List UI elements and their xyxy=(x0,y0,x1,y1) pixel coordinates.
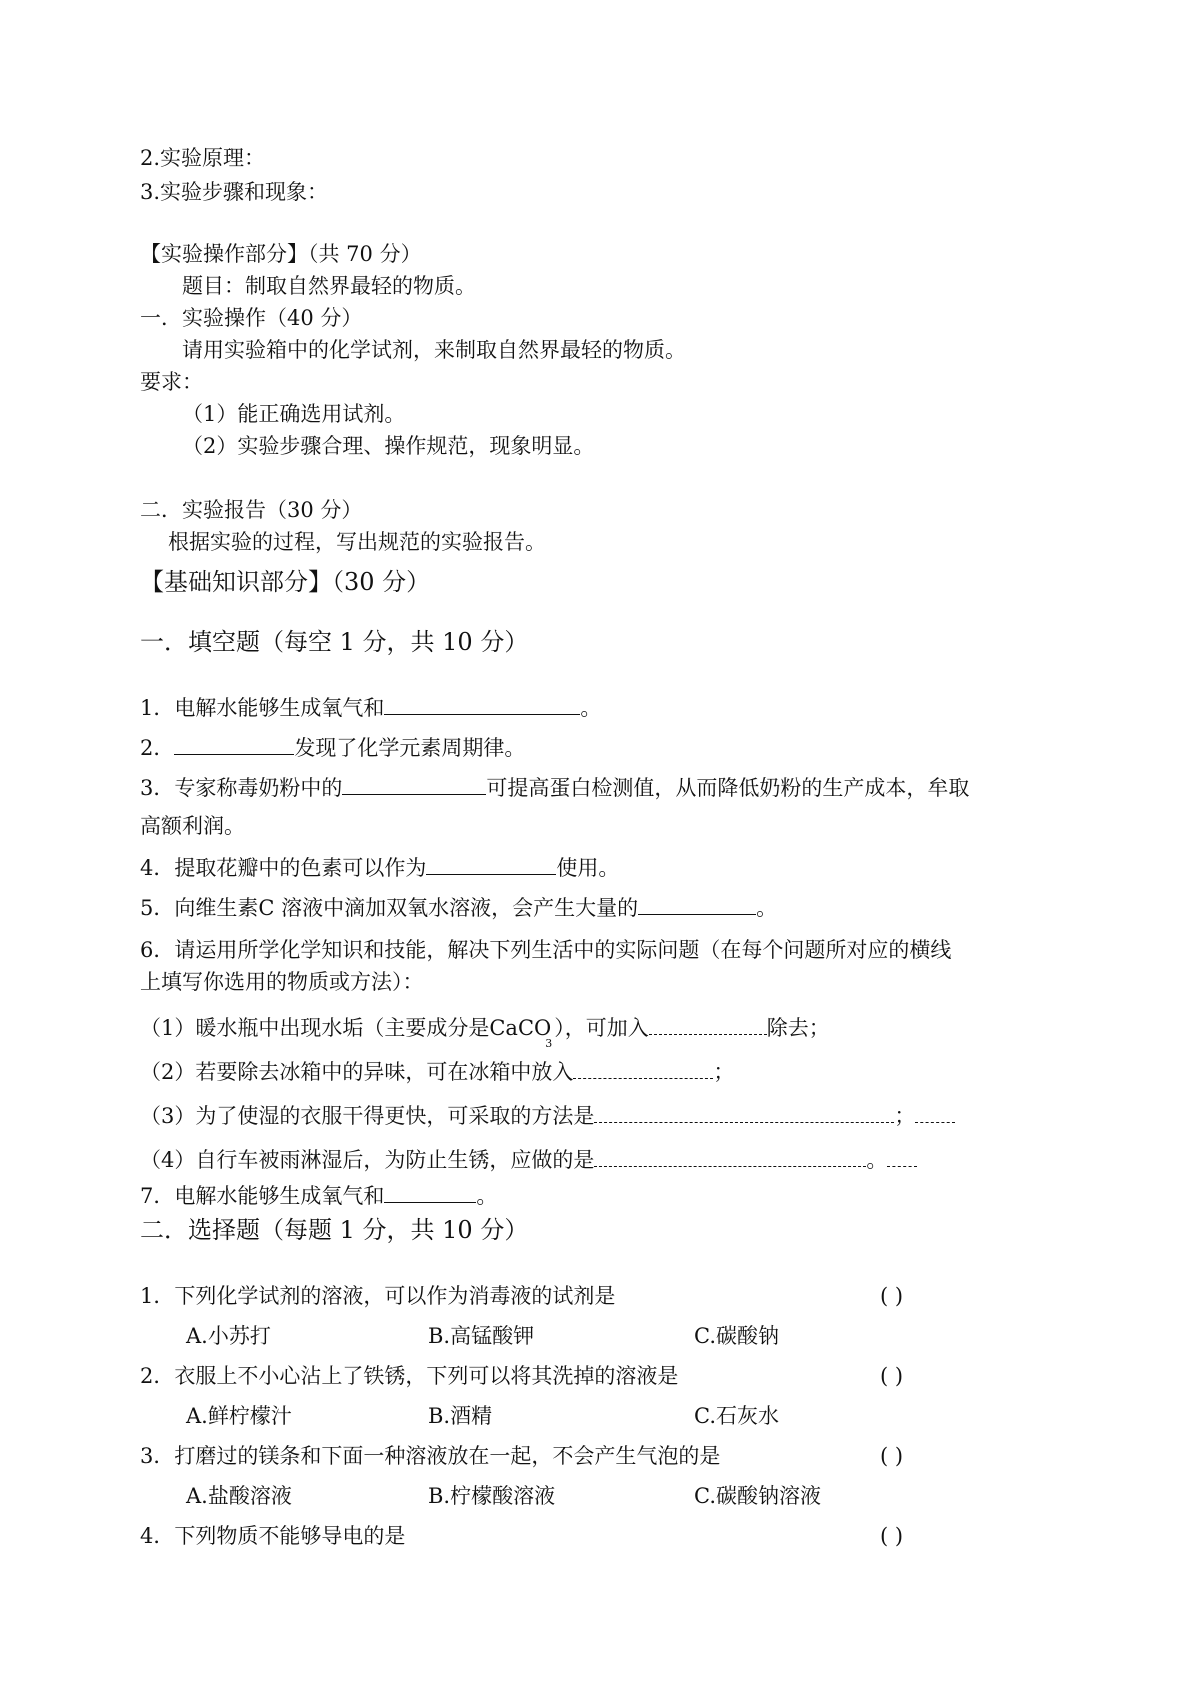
requirement-1: （1）能正确选用试剂。 xyxy=(182,402,406,426)
question-text: 3．专家称毒奶粉中的 xyxy=(140,776,343,800)
answer-blank[interactable] xyxy=(384,1180,476,1203)
answer-blank[interactable] xyxy=(174,732,294,755)
answer-blank[interactable] xyxy=(384,692,580,715)
fill-question-2 xyxy=(140,732,525,762)
fill-question-7 xyxy=(140,1180,497,1210)
fill-question-3 xyxy=(140,772,969,802)
choice-3-option-b[interactable]: B.柠檬酸溶液 xyxy=(428,1484,556,1508)
operation-topic: 题目：制取自然界最轻的物质。 xyxy=(182,274,476,298)
question-number: 2． xyxy=(140,736,175,760)
choice-3-option-c[interactable]: C.碳酸钠溶液 xyxy=(694,1484,821,1508)
answer-blank[interactable] xyxy=(342,772,486,795)
fill-question-6-line1: 6．请运用所学化学知识和技能，解决下列生活中的实际问题（在每个问题所对应的横线 xyxy=(140,938,952,962)
answer-blank[interactable] xyxy=(426,852,556,875)
answer-blank[interactable] xyxy=(649,1012,767,1035)
answer-blank[interactable] xyxy=(594,1100,894,1123)
choice-question-4: 4．下列物质不能够导电的是 xyxy=(140,1524,406,1548)
question-text-tail: 使用。 xyxy=(556,856,620,880)
answer-parentheses[interactable]: ( ) xyxy=(880,1284,904,1308)
choice-2-option-a[interactable]: A.鲜柠檬汁 xyxy=(186,1404,292,1428)
choice-1-option-a[interactable]: A.小苏打 xyxy=(186,1324,271,1348)
fill-question-6-3 xyxy=(140,1100,955,1130)
punctuation: ； xyxy=(713,1060,735,1084)
fill-question-1 xyxy=(140,692,601,722)
answer-blank-tail xyxy=(887,1144,917,1167)
question-text-tail: 除去； xyxy=(766,1016,830,1040)
answer-blank[interactable] xyxy=(638,892,756,915)
choice-question-2: 2．衣服上不小心沾上了铁锈，下列可以将其洗掉的溶液是 xyxy=(140,1364,679,1388)
part2-description: 根据实验的过程，写出规范的实验报告。 xyxy=(168,530,546,554)
question-text: 发现了化学元素周期律。 xyxy=(294,736,526,760)
fill-question-6-line2: 上填写你选用的物质或方法）： xyxy=(140,970,424,994)
answer-parentheses[interactable]: ( ) xyxy=(880,1524,904,1548)
principle-heading: 2.实验原理： xyxy=(140,146,266,170)
choice-2-option-c[interactable]: C.石灰水 xyxy=(694,1404,779,1428)
question-text: （3）为了使湿的衣服干得更快，可采取的方法是 xyxy=(140,1104,595,1128)
question-text: （1）暖水瓶中出现水垢（主要成分是CaCO xyxy=(140,1016,552,1040)
basics-section-title: 【基础知识部分】（30 分） xyxy=(140,568,431,596)
operation-section-title: 【实验操作部分】（共 70 分） xyxy=(140,242,422,266)
punctuation: 。 xyxy=(476,1184,498,1208)
question-text: 1．电解水能够生成氧气和 xyxy=(140,696,385,720)
punctuation: ； xyxy=(894,1104,916,1128)
fill-question-6-4 xyxy=(140,1144,917,1174)
question-text: （4）自行车被雨淋湿后，为防止生锈，应做的是 xyxy=(140,1148,595,1172)
choice-section-title: 二．选择题（每题 1 分，共 10 分） xyxy=(140,1216,529,1244)
question-text: 5．向维生素C 溶液中滴加双氧水溶液，会产生大量的 xyxy=(140,896,639,920)
fill-question-5 xyxy=(140,892,777,922)
steps-heading: 3.实验步骤和现象： xyxy=(140,180,329,204)
fill-question-6-2 xyxy=(140,1056,734,1086)
part1-title: 一．实验操作（40 分） xyxy=(140,306,363,330)
part2-title: 二．实验报告（30 分） xyxy=(140,498,363,522)
question-text-tail: 可提高蛋白检测值，从而降低奶粉的生产成本，牟取 xyxy=(486,776,970,800)
punctuation: 。 xyxy=(580,696,602,720)
choice-1-option-b[interactable]: B.高锰酸钾 xyxy=(428,1324,535,1348)
fill-question-3-cont: 高额利润。 xyxy=(140,814,245,838)
choice-question-1: 1．下列化学试剂的溶液，可以作为消毒液的试剂是 xyxy=(140,1284,616,1308)
fill-question-6-1 xyxy=(140,1012,830,1050)
punctuation: 。 xyxy=(866,1148,888,1172)
answer-parentheses[interactable]: ( ) xyxy=(880,1364,904,1388)
question-text: 7．电解水能够生成氧气和 xyxy=(140,1184,385,1208)
question-text: 4．提取花瓣中的色素可以作为 xyxy=(140,856,427,880)
fill-blank-title: 一．填空题（每空 1 分，共 10 分） xyxy=(140,628,529,656)
choice-2-option-b[interactable]: B.酒精 xyxy=(428,1404,493,1428)
question-text-mid: ），可加入 xyxy=(554,1016,649,1040)
choice-question-3: 3．打磨过的镁条和下面一种溶液放在一起，不会产生气泡的是 xyxy=(140,1444,721,1468)
requirements-label: 要求： xyxy=(140,370,203,394)
choice-1-option-c[interactable]: C.碳酸钠 xyxy=(694,1324,779,1348)
answer-parentheses[interactable]: ( ) xyxy=(880,1444,904,1468)
subscript: 3 xyxy=(545,1037,553,1050)
question-text: （2）若要除去冰箱中的异味，可在冰箱中放入 xyxy=(140,1060,574,1084)
answer-blank[interactable] xyxy=(594,1144,866,1167)
part1-description: 请用实验箱中的化学试剂，来制取自然界最轻的物质。 xyxy=(182,338,686,362)
answer-blank-tail xyxy=(915,1100,955,1123)
answer-blank[interactable] xyxy=(573,1056,713,1079)
choice-3-option-a[interactable]: A.盐酸溶液 xyxy=(186,1484,292,1508)
requirement-2: （2）实验步骤合理、操作规范，现象明显。 xyxy=(182,434,595,458)
fill-question-4 xyxy=(140,852,619,882)
punctuation: 。 xyxy=(756,896,778,920)
